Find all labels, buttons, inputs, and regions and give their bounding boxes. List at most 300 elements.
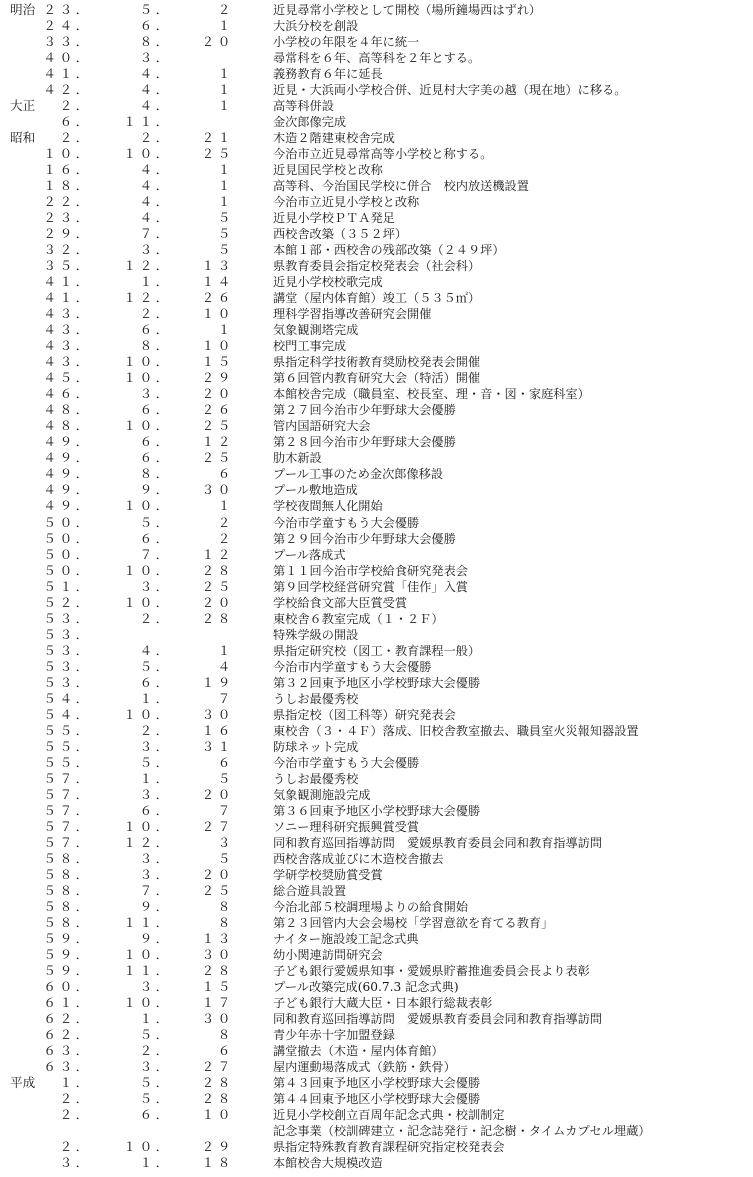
month-cell: ７． — [139, 882, 172, 898]
event-text: 第９回学校経営研究賞「佳作」入賞 — [273, 579, 468, 594]
month-cell: ３． — [139, 866, 172, 882]
event-text: 県指定校（図工科等）研究発表会 — [273, 707, 456, 722]
history-row — [0, 242, 753, 258]
history-row — [0, 899, 753, 915]
event-text: 西校舎改築（３５２坪） — [273, 227, 408, 242]
month-cell: １２． — [123, 290, 172, 306]
year-cell: ４６． — [43, 386, 92, 402]
history-row — [0, 98, 753, 114]
year-cell: ２３． — [43, 2, 92, 17]
history-row — [0, 210, 753, 226]
history-row — [0, 595, 753, 611]
year-cell: ５０． — [43, 514, 92, 530]
year-cell: ５８． — [43, 850, 92, 866]
year-cell: ６２． — [43, 1010, 92, 1026]
day-cell: １ — [217, 66, 234, 82]
day-cell: ２８ — [201, 962, 234, 978]
month-cell: ３． — [139, 786, 172, 802]
event-text: 小学校の年限を４年に統一 — [273, 35, 420, 50]
history-row — [0, 531, 753, 547]
year-cell: ４９． — [43, 450, 92, 466]
year-cell: ２． — [59, 1139, 92, 1155]
history-row — [0, 402, 753, 418]
history-row — [0, 803, 753, 819]
history-row — [0, 226, 753, 242]
history-row — [0, 290, 753, 306]
event-text: 第２８回今治市少年野球大会優勝 — [273, 435, 456, 450]
history-row — [0, 50, 753, 66]
day-cell: １ — [217, 178, 234, 194]
day-cell: １５ — [201, 978, 234, 994]
history-row — [0, 851, 753, 867]
month-cell: ６． — [139, 674, 172, 690]
era-label: 大正 — [10, 98, 36, 114]
month-cell: ５． — [139, 1091, 172, 1107]
day-cell: ２７ — [201, 1059, 234, 1075]
year-cell: ６１． — [43, 994, 92, 1010]
day-cell: １ — [217, 194, 234, 210]
day-cell: ５ — [217, 850, 234, 866]
history-row — [0, 322, 753, 338]
year-cell: ５５． — [43, 722, 92, 738]
history-row — [0, 995, 753, 1011]
event-text: 東校舎（３・４Ｆ）落成、旧校舎教室撤去、職員室火災報知器設置 — [273, 723, 639, 738]
event-text: 第３２回東予地区小学校野球大会優勝 — [273, 675, 481, 690]
month-cell: ３． — [139, 738, 172, 754]
month-cell: ５． — [139, 514, 172, 530]
month-cell: １１． — [123, 914, 172, 930]
event-text: 近見・大浜両小学校合併、近見村大字美の越（現在地）に移る。 — [273, 83, 627, 98]
history-row — [0, 306, 753, 322]
event-text: 講堂撤去（木造・屋内体育館） — [273, 1044, 444, 1059]
event-text: 学校夜間無人化開始 — [273, 499, 383, 514]
history-row — [0, 819, 753, 835]
year-cell: ４８． — [43, 418, 92, 434]
month-cell: １． — [139, 770, 172, 786]
history-row — [0, 274, 753, 290]
day-cell: ７ — [217, 690, 234, 706]
month-cell: ５． — [139, 2, 172, 17]
day-cell: ３１ — [201, 738, 234, 754]
month-cell: ８． — [139, 466, 172, 482]
era-label: 昭和 — [10, 130, 36, 146]
event-text: 今治市内学童すもう大会優勝 — [273, 659, 432, 674]
event-text: 今治市学童すもう大会優勝 — [273, 515, 420, 530]
month-cell: ４． — [139, 178, 172, 194]
history-row — [0, 979, 753, 995]
event-text: 気象観測塔完成 — [273, 323, 359, 338]
month-cell: ９． — [139, 898, 172, 914]
event-text: 県指定研究校（図工・教育課程一般） — [273, 643, 481, 658]
year-cell: ３５． — [43, 258, 92, 274]
history-row — [0, 370, 753, 386]
history-row — [0, 162, 753, 178]
event-text: 今治市立近見尋常高等小学校と称する。 — [273, 147, 493, 162]
month-cell: ４． — [139, 210, 172, 226]
event-text: 県指定特殊教育教育課程研究指定校発表会 — [273, 1140, 505, 1155]
day-cell: ２９ — [201, 1139, 234, 1155]
event-text: 本館校舎完成（職員室、校長室、理・音・図・家庭科室） — [273, 387, 590, 402]
year-cell: ４１． — [43, 274, 92, 290]
year-cell: ２２． — [43, 194, 92, 210]
event-text: 校門工事完成 — [273, 339, 347, 354]
year-cell: ２３． — [43, 210, 92, 226]
month-cell: ６． — [139, 530, 172, 546]
month-cell: １１． — [123, 114, 172, 130]
year-cell: ２． — [59, 98, 92, 114]
history-row — [0, 723, 753, 739]
event-text: 防球ネット完成 — [273, 739, 359, 754]
year-cell: ２９． — [43, 226, 92, 242]
month-cell: ６． — [139, 18, 172, 34]
day-cell: ２ — [217, 530, 234, 546]
year-cell: ４５． — [43, 370, 92, 386]
day-cell: １５ — [201, 354, 234, 370]
year-cell: ４０． — [43, 50, 92, 66]
year-cell: ５９． — [43, 962, 92, 978]
day-cell: ２６ — [201, 402, 234, 418]
day-cell: ３０ — [201, 946, 234, 962]
day-cell: ２５ — [201, 418, 234, 434]
day-cell: １０ — [201, 338, 234, 354]
history-row — [0, 947, 753, 963]
history-row — [0, 18, 753, 34]
day-cell: ３０ — [201, 482, 234, 498]
day-cell: １８ — [201, 1155, 234, 1171]
history-row — [0, 450, 753, 466]
month-cell: ２． — [139, 130, 172, 146]
day-cell: １ — [217, 642, 234, 658]
day-cell: ２８ — [201, 562, 234, 578]
day-cell: ２８ — [201, 1075, 234, 1091]
event-text: ソニー理科研究振興賞受賞 — [273, 819, 420, 834]
day-cell: ８ — [217, 1027, 234, 1042]
history-row — [0, 114, 753, 130]
year-cell: ２． — [59, 130, 92, 146]
event-text: 学校給食文部大臣賞受賞 — [273, 595, 408, 610]
month-cell: ６． — [139, 322, 172, 338]
year-cell: ５２． — [43, 594, 92, 610]
history-row — [0, 338, 753, 354]
history-row — [0, 498, 753, 514]
event-text: 本館１部・西校舎の残部改築（２４９坪） — [273, 243, 505, 258]
year-cell: ５５． — [43, 738, 92, 754]
month-cell: ２． — [139, 1043, 172, 1059]
history-row — [0, 739, 753, 755]
year-cell: ４９． — [43, 482, 92, 498]
month-cell: ５． — [139, 1075, 172, 1091]
month-cell: １２． — [123, 834, 172, 850]
month-cell: ２． — [139, 722, 172, 738]
history-row — [0, 258, 753, 274]
month-cell: ３． — [139, 578, 172, 594]
year-cell: ５８． — [43, 882, 92, 898]
history-row — [0, 931, 753, 947]
event-text: 第２９回今治市少年野球大会優勝 — [273, 531, 456, 546]
era-label: 平成 — [10, 1075, 36, 1091]
day-cell: ６ — [217, 466, 234, 482]
day-cell: １ — [217, 18, 234, 34]
year-cell: ５４． — [43, 690, 92, 706]
month-cell: １０． — [123, 994, 172, 1010]
history-row — [0, 386, 753, 402]
event-text: 大浜分校を創設 — [273, 19, 359, 34]
year-cell: ５８． — [43, 866, 92, 882]
event-text: 気象観測施設完成 — [273, 787, 371, 802]
history-row — [0, 963, 753, 979]
year-cell: ６２． — [43, 1027, 92, 1042]
day-cell: ２ — [217, 2, 234, 17]
history-row — [0, 482, 753, 498]
month-cell: ６． — [139, 402, 172, 418]
history-row — [0, 643, 753, 659]
event-text: 子ども銀行愛媛県知事・愛媛県貯蓄推進委員会長より表彰 — [273, 963, 590, 978]
month-cell: １０． — [123, 1139, 172, 1155]
month-cell: ５． — [139, 754, 172, 770]
history-row — [0, 707, 753, 723]
year-cell: １８． — [43, 178, 92, 194]
year-cell: ５３． — [43, 674, 92, 690]
year-cell: ４８． — [43, 402, 92, 418]
event-text: 第４３回東予地区小学校野球大会優勝 — [273, 1076, 481, 1091]
day-cell: ４ — [217, 658, 234, 674]
event-text: 第１１回今治市学校給食研究発表会 — [273, 563, 468, 578]
month-cell: ９． — [139, 930, 172, 946]
event-text: 本館校舎大規模改造 — [273, 1156, 383, 1171]
history-row — [0, 883, 753, 899]
event-text: 子ども銀行大蔵大臣・日本銀行総裁表彰 — [273, 995, 493, 1010]
month-cell: ５． — [139, 1027, 172, 1042]
day-cell: ２７ — [201, 818, 234, 834]
day-cell: ２５ — [201, 578, 234, 594]
day-cell: ５ — [217, 242, 234, 258]
year-cell: ４９． — [43, 434, 92, 450]
event-text: 第３６回東予地区小学校野球大会優勝 — [273, 803, 481, 818]
event-text: 県指定科学技術教育奨励校発表会開催 — [273, 355, 481, 370]
event-text: うしお最優秀校 — [273, 691, 359, 706]
history-row — [0, 867, 753, 883]
month-cell: ５． — [139, 658, 172, 674]
event-text: 同和教育巡回指導訪問 愛媛県教育委員会同和教育指導訪問 — [273, 1011, 603, 1026]
day-cell: ５ — [217, 210, 234, 226]
day-cell: ３ — [217, 834, 234, 850]
day-cell: １ — [217, 162, 234, 178]
year-cell: ６． — [59, 114, 92, 130]
day-cell: １９ — [201, 674, 234, 690]
event-text: 幼小関連訪問研究会 — [273, 947, 383, 962]
history-row — [0, 466, 753, 482]
year-cell: ３２． — [43, 242, 92, 258]
month-cell: １． — [139, 1155, 172, 1171]
day-cell: ２８ — [201, 1091, 234, 1107]
event-text: 高等科、今治国民学校に併合 校内放送機設置 — [273, 179, 529, 194]
day-cell: ３０ — [201, 706, 234, 722]
school-history-table — [0, 2, 753, 1171]
event-text: 尋常科を６年、高等科を２年とする。 — [273, 51, 481, 66]
history-row — [0, 434, 753, 450]
year-cell: ４３． — [43, 338, 92, 354]
month-cell: ３． — [139, 1059, 172, 1075]
month-cell: ２． — [139, 306, 172, 322]
year-cell: ５３． — [43, 626, 92, 642]
month-cell: ６． — [139, 450, 172, 466]
event-text: 木造２階建東校舎完成 — [273, 131, 395, 146]
day-cell: ２５ — [201, 450, 234, 466]
month-cell: １０． — [123, 370, 172, 386]
year-cell: ３． — [59, 1155, 92, 1171]
day-cell: ２０ — [201, 34, 234, 50]
month-cell: １０． — [123, 594, 172, 610]
month-cell: １０． — [123, 418, 172, 434]
month-cell: １２． — [123, 258, 172, 274]
year-cell: ５７． — [43, 802, 92, 818]
day-cell: ２６ — [201, 290, 234, 306]
history-row — [0, 82, 753, 98]
event-text: 近見小学校ＰＴＡ発足 — [273, 211, 395, 226]
event-text: 今治市立近見小学校と改称 — [273, 195, 420, 210]
history-row — [0, 1011, 753, 1027]
history-row — [0, 547, 753, 563]
month-cell: ３． — [139, 978, 172, 994]
history-row — [0, 771, 753, 787]
history-row — [0, 130, 753, 146]
history-row — [0, 178, 753, 194]
year-cell: ５３． — [43, 642, 92, 658]
day-cell: ２０ — [201, 786, 234, 802]
event-text: 東校舎６教室完成（１・２Ｆ） — [273, 611, 444, 626]
year-cell: ５１． — [43, 578, 92, 594]
month-cell: １０． — [123, 354, 172, 370]
year-cell: ６３． — [43, 1043, 92, 1059]
year-cell: ５７． — [43, 834, 92, 850]
event-text: 青少年赤十字加盟登録 — [273, 1028, 395, 1042]
month-cell: ３． — [139, 242, 172, 258]
year-cell: ４３． — [43, 306, 92, 322]
month-cell: １０． — [123, 946, 172, 962]
event-text: うしお最優秀校 — [273, 771, 359, 786]
year-cell: ５７． — [43, 786, 92, 802]
history-row — [0, 418, 753, 434]
event-text: 今治市学童すもう大会優勝 — [273, 755, 420, 770]
event-text: 近見小学校創立百周年記念式典・校訓制定 — [273, 1108, 505, 1123]
event-text: 特殊学級の開設 — [273, 627, 359, 642]
day-cell: ２０ — [201, 386, 234, 402]
year-cell: ５０． — [43, 546, 92, 562]
history-row — [0, 691, 753, 707]
year-cell: ６０． — [43, 978, 92, 994]
year-cell: １０． — [43, 146, 92, 162]
year-cell: ５９． — [43, 930, 92, 946]
month-cell: ４． — [139, 194, 172, 210]
year-cell: ２． — [59, 1091, 92, 1107]
day-cell: ６ — [217, 1043, 234, 1059]
day-cell: １３ — [201, 930, 234, 946]
month-cell: ４． — [139, 82, 172, 98]
month-cell: ６． — [139, 434, 172, 450]
day-cell: １２ — [201, 546, 234, 562]
day-cell: ５ — [217, 770, 234, 786]
history-row — [0, 1123, 753, 1139]
event-text: 金次郎像完成 — [273, 115, 347, 130]
day-cell: ２０ — [201, 866, 234, 882]
year-cell: ４３． — [43, 354, 92, 370]
day-cell: ７ — [217, 802, 234, 818]
month-cell: ３． — [139, 386, 172, 402]
event-text: 学研学校奨励賞受賞 — [273, 867, 383, 882]
year-cell: １． — [59, 1075, 92, 1091]
year-cell: ５７． — [43, 818, 92, 834]
day-cell: １７ — [201, 994, 234, 1010]
month-cell: １０． — [123, 498, 172, 514]
year-cell: ４９． — [43, 498, 92, 514]
history-row — [0, 835, 753, 851]
day-cell: １４ — [201, 274, 234, 290]
year-cell: ５５． — [43, 754, 92, 770]
year-cell: ５７． — [43, 770, 92, 786]
month-cell: ４． — [139, 98, 172, 114]
history-row — [0, 1139, 753, 1155]
year-cell: ４３． — [43, 322, 92, 338]
event-text: 近見尋常小学校として開校（場所鐘場西はずれ） — [273, 3, 542, 17]
day-cell: １０ — [201, 306, 234, 322]
event-text: 第２３回管内大会会場校「学習意欲を育てる教育」 — [273, 915, 554, 930]
history-row — [0, 66, 753, 82]
month-cell: ６． — [139, 802, 172, 818]
event-text: 近見小学校校歌完成 — [273, 275, 383, 290]
history-row — [0, 1155, 753, 1171]
history-row — [0, 1075, 753, 1091]
year-cell: ４１． — [43, 66, 92, 82]
month-cell: １１． — [123, 962, 172, 978]
event-text: ナイター施設竣工記念式典 — [273, 931, 419, 946]
event-text: 県教育委員会指定校発表会（社会科） — [273, 259, 481, 274]
history-row — [0, 354, 753, 370]
year-cell: ４９． — [43, 466, 92, 482]
day-cell: ２ — [217, 514, 234, 530]
day-cell: ２０ — [201, 594, 234, 610]
month-cell: ８． — [139, 34, 172, 50]
day-cell: ６ — [217, 754, 234, 770]
event-text: 第６回管内教育研究大会（特活）開催 — [273, 371, 481, 386]
event-text: 同和教育巡回指導訪問 愛媛県教育委員会同和教育指導訪問 — [273, 835, 603, 850]
history-row — [0, 515, 753, 531]
event-text: プール工事のため金次郎像移設 — [273, 467, 444, 482]
event-text: 屋内運動場落成式（鉄筋・鉄骨） — [273, 1060, 456, 1075]
month-cell: ２． — [139, 610, 172, 626]
month-cell: １． — [139, 274, 172, 290]
day-cell: １ — [217, 498, 234, 514]
year-cell: ３３． — [43, 34, 92, 50]
history-row — [0, 627, 753, 643]
month-cell: ７． — [139, 546, 172, 562]
history-row — [0, 1027, 753, 1043]
year-cell: ５９． — [43, 946, 92, 962]
history-row — [0, 563, 753, 579]
event-text: 西校舎落成並びに木造校舎撤去 — [273, 851, 444, 866]
event-text: プール落成式 — [273, 547, 346, 562]
year-cell: ５８． — [43, 898, 92, 914]
day-cell: １６ — [201, 722, 234, 738]
year-cell: １６． — [43, 162, 92, 178]
year-cell: ２． — [59, 1107, 92, 1123]
event-text: 高等科併設 — [273, 99, 334, 114]
day-cell: ３０ — [201, 1010, 234, 1026]
month-cell: ４． — [139, 162, 172, 178]
month-cell: ３． — [139, 850, 172, 866]
month-cell: ４． — [139, 642, 172, 658]
event-text: 近見国民学校と改称 — [273, 163, 383, 178]
history-row — [0, 579, 753, 595]
